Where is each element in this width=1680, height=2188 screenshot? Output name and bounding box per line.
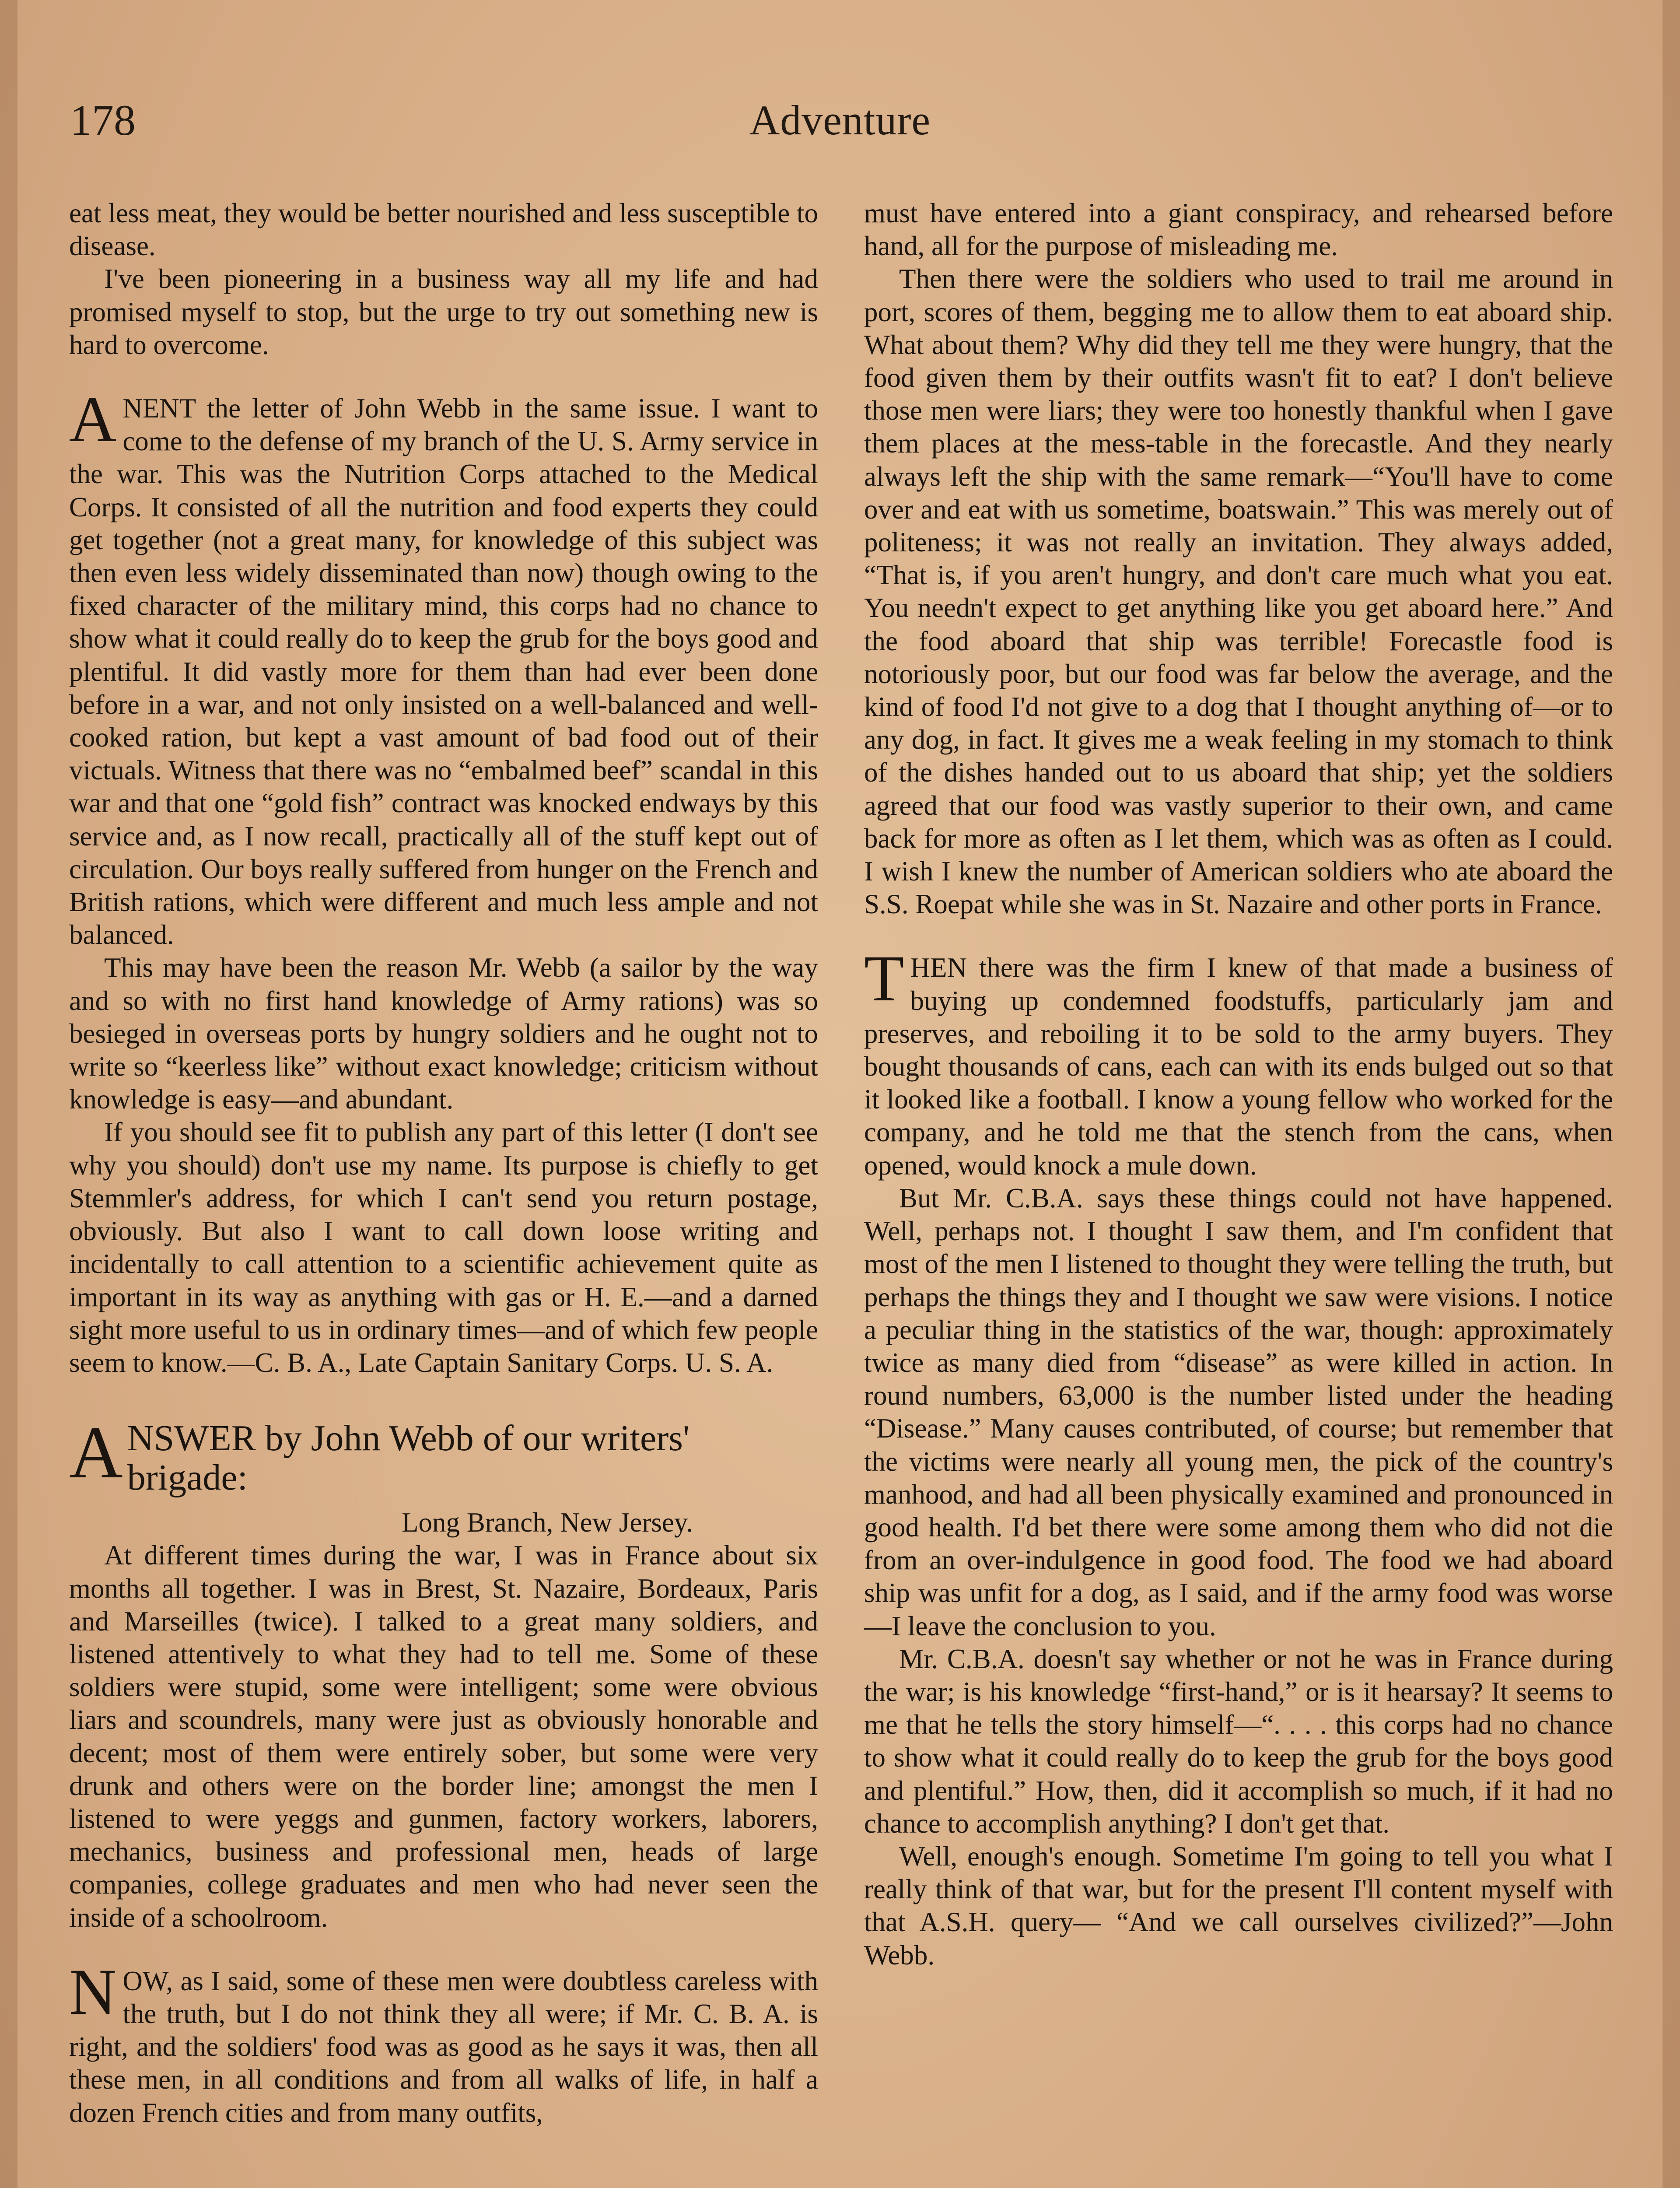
paragraph: I've been pioneering in a business way all my life and had promised myself to stop, but the urge to try out something new is hard to overcome. — [69, 263, 818, 360]
paragraph: Then there were the soldiers who used to trail me around in port, scores of them, begging me to allow them to eat aboard ship. What about them? Why did they tell me they were hungry, that the food given them by their outfits wasn't fit to eat? I don't believe those men were liars; they were too honestly thankful when I gave them places at the mess-table in the forecastle. And they nearly always left the ship with the same remark—“You'll have to come over and eat with us sometime, boatswain.” This was merely out of politeness; it was not really an invitation. They always added, “That is, if you aren't hungry, and don't care much what you eat. You needn't expect to get anything like you get aboard here.” And the food aboard that ship was terrible! Forecastle food is notoriously poor, but our food was far below the average, and the kind of food I'd not give to a dog that I thought anything of—or to any dog, in fact. It gives me a weak feeling in my stomach to think of the dishes handed out to us aboard that ship; yet the soldiers agreed that our food was vastly superior to their own, and came back for more as often as I let them, which was as often as I could. I wish I knew the number of American soldiers who ate aboard the S.S. Roepat while she was in St. Nazaire and other ports in France. — [864, 263, 1613, 920]
page-edge-left — [0, 0, 18, 2188]
paragraph: If you should see fit to publish any part of this letter (I don't see why you should) don't use my name. Its purpose is chiefly to get Stemmler's address, for which I can't send you return postage, obviously. But also I want to call down loose writing and incidentally to call attention to a scientific achievement quite as important in its way as anything with gas or H. E.—and a darned sight more useful to us in ordinary times—and of which few people seem to know.—C. B. A., Late Captain Sanitary Corps. U. S. A. — [69, 1117, 818, 1378]
page-edge-right — [1662, 0, 1680, 2188]
paragraph: Well, enough's enough. Sometime I'm going to tell you what I really think of that war, but for the present I'll content myself with that A.S.H. query— “And we call ourselves civilized?”—John Webb. — [864, 1841, 1613, 1971]
page-number: 178 — [70, 96, 136, 144]
paragraph: must have entered into a giant conspiracy, and rehearsed before hand, all for the purpose of misleading me. — [864, 198, 1613, 262]
paragraph: At different times during the war, I was in France about six months all together. I was in Brest, St. Nazaire, Bordeaux, Paris and Marseilles (twice). I talked to a great many soldiers, and listened attentively to what they had to tell me. Some of these soldiers were stupid, some were intelligent; some were obvious liars and scoundrels, many were just as obviously honorable and decent; most of them were entirely sober, but some were very drunk and others were on the border line; amongst the men I listened to were yeggs and gunmen, factory workers, laborers, mechanics, business and professional men, heads of large companies, college graduates and men who had never seen the inside of a schoolroom. — [69, 1540, 818, 1933]
right-column — [864, 197, 1613, 1972]
answer-heading — [69, 1411, 818, 1498]
page-header — [70, 94, 1610, 147]
dateline: Long Branch, New Jersey. — [402, 1507, 693, 1538]
left-column — [69, 197, 818, 2129]
answer-heading-text: NSWER by John Webb of our writers' brigade: — [127, 1418, 690, 1498]
paragraph-dropcap: ANENT the letter of John Webb in the same issue. I want to come to the defense of my branch of the U. S. Army service in the war. This was the Nutrition Corps attached to the Medical Corps. It consisted of all the nutrition and food experts they could get together (not a great many, for knowledge of this subject was then even less widely disseminated than now) though owing to the fixed character of the military mind, this corps had no chance to show what it could really do to keep the grub for the boys good and plentiful. It did vastly more for them than had ever been done before in a war, and not only insisted on a well-balanced and well-cooked ration, but kept a vast amount of bad food out of their victuals. Witness that there was no “embalmed beef” scandal in this war and that one “gold fish” contract was knocked endways by this service and, as I now recall, practically all of the stuff kept out of circulation. Our boys really suffered from hunger on the French and British rations, which were different and much less ample and not balanced. — [69, 383, 818, 950]
paragraph: Mr. C.B.A. doesn't say whether or not he was in France during the war; is his knowledge “first-hand,” or is it hearsay? It seems to me that he tells the story himself—“. . . . this corps had no chance to show what it could really do to keep the grub for the boys good and plentiful.” How, then, did it accomplish so much, if it had no chance to accomplish anything? I don't get that. — [864, 1643, 1613, 1839]
running-title: Adventure — [749, 97, 931, 144]
paragraph: But Mr. C.B.A. says these things could not have happened. Well, perhaps not. I thought I saw them, and I'm confident that most of the men I listened to thought they were telling the truth, but perhaps the things they and I thought we saw were visions. I notice a peculiar thing in the statistics of the war, though: approximately twice as many died from “disease” as were killed in action. In round numbers, 63,000 is the number listed under the heading “Disease.” Many causes contributed, of course; but remember that the victims were nearly all young men, the pick of the country's manhood, and had all been physically examined and pronounced in good health. I'd bet there were some among them who did not die from an over-indulgence in good food. The food we had aboard ship was unfit for a dog, as I said, and if the army food was worse—I leave the conclusion to you. — [864, 1182, 1613, 1641]
paragraph: eat less meat, they would be better nourished and less susceptible to disease. — [69, 198, 818, 262]
paragraph-dropcap: THEN there was the firm I knew of that made a business of buying up condemned foodstuffs, particularly jam and preserves, and reboiling it to be sold to the army buyers. They bought thousands of cans, each can with its ends bulged out so that it looked like a football. I know a young fellow who worked for the company, and he told me that the stench from the cans, when opened, would knock a mule down. — [864, 942, 1613, 1181]
paragraph-dropcap: NOW, as I said, some of these men were doubtless careless with the truth, but I do not think they all were; if Mr. C. B. A. is right, and the soldiers' food was as good as he says it was, then all these men, in all conditions and from all walks of life, in half a dozen French cities and from many outfits, — [69, 1955, 818, 2128]
answer-dropcap: A — [69, 1411, 123, 1494]
paragraph: This may have been the reason Mr. Webb (a sailor by the way and so with no first hand knowledge of Army rations) was so besieged in overseas ports by hungry soldiers and he ought not to write so “keerless like” without exact knowledge; criticism without knowledge is easy—and abundant. — [69, 952, 818, 1115]
